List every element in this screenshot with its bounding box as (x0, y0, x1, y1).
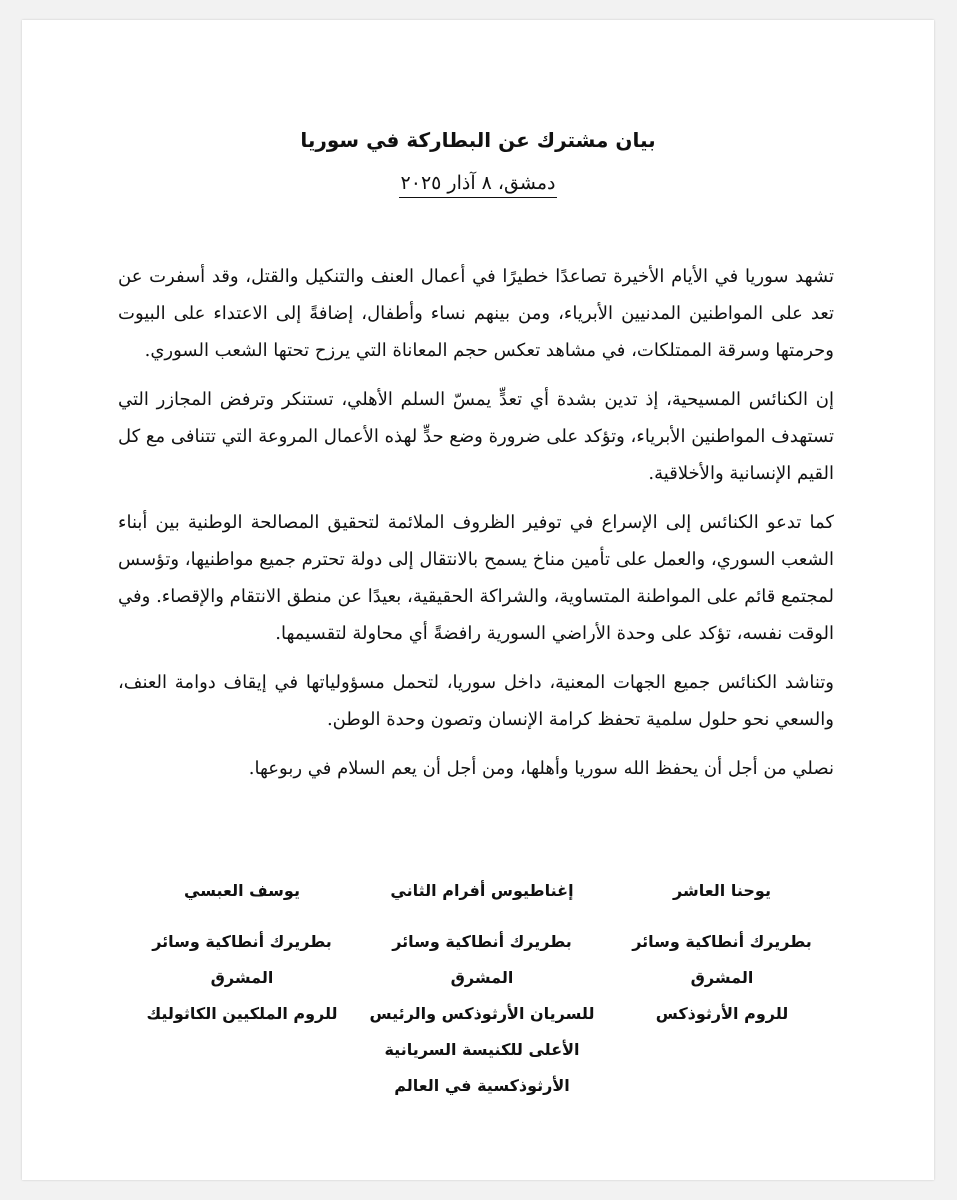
signatory-block (122, 878, 362, 1104)
signatory-block (602, 878, 842, 1104)
paragraph: تشهد سوريا في الأيام الأخيرة تصاعدًا خطيرًا في أعمال العنف والتنكيل والقتل، وقد أسفرت عن تعد على المواطنين المدنيين الأبرياء، ومن بينهم نساء وأطفال، إضافةً إلى الاعتداء على البيوت وحرمتها وسرقة الممتلكات، في مشاهد تعكس حجم المعاناة التي يرزح تحتها الشعب السوري. (118, 266, 834, 361)
dateline (22, 172, 934, 198)
signatory-name: يوسف العبسي (184, 881, 300, 900)
dateline-text: دمشق، ٨ آذار ٢٠٢٥ (399, 172, 558, 198)
paragraph: نصلي من أجل أن يحفظ الله سوريا وأهلها، ومن أجل أن يعم السلام في ربوعها. (248, 758, 834, 779)
paragraph: وتناشد الكنائس جميع الجهات المعنية، داخل سوريا، لتحمل مسؤولياتها في إيقاف دوامة العنف، والسعي نحو حلول سلمية تحفظ كرامة الإنسان وتصون وحدة الوطن. (118, 672, 834, 730)
document-page (22, 20, 934, 1180)
signatory-name: إغناطيوس أفرام الثاني (390, 881, 574, 900)
signatory-block (362, 878, 602, 1104)
signatures (122, 878, 842, 1104)
statement-body (118, 258, 834, 799)
paragraph: كما تدعو الكنائس إلى الإسراع في توفير الظروف الملائمة لتحقيق المصالحة الوطنية بين أبناء الشعب السوري، والعمل على تأمين مناخ يسمح بالانتقال إلى دولة تحترم جميع مواطنيها، وتؤسس لمجتمع قائم على المواطنة المتساوية، والشراكة الحقيقية، بعيدًا عن منطق الانتقام والإقصاء. وفي الوقت نفسه، تؤكد على وحدة الأراضي السورية رافضةً أي محاولة لتقسيمها. (118, 512, 834, 644)
signatory-title: بطريرك أنطاكية وسائر المشرق للسريان الأرثوذكس والرئيس الأعلى للكنيسة السريانية الأرثوذكسية في العالم (369, 932, 595, 1095)
paragraph: إن الكنائس المسيحية، إذ تدين بشدة أي تعدٍّ يمسّ السلم الأهلي، تستنكر وترفض المجازر التي تستهدف المواطنين الأبرياء، وتؤكد على ضرورة وضع حدٍّ لهذه الأعمال المروعة التي تتنافى مع كل القيم الإنسانية والأخلاقية. (118, 389, 834, 484)
signatory-title: بطريرك أنطاكية وسائر المشرق للروم الملكيين الكاثوليك (146, 932, 338, 1023)
signatory-name: يوحنا العاشر (673, 881, 771, 900)
signatory-title: بطريرك أنطاكية وسائر المشرق للروم الأرثوذكس (632, 932, 812, 1023)
document-title: بيان مشترك عن البطاركة في سوريا (300, 128, 656, 152)
